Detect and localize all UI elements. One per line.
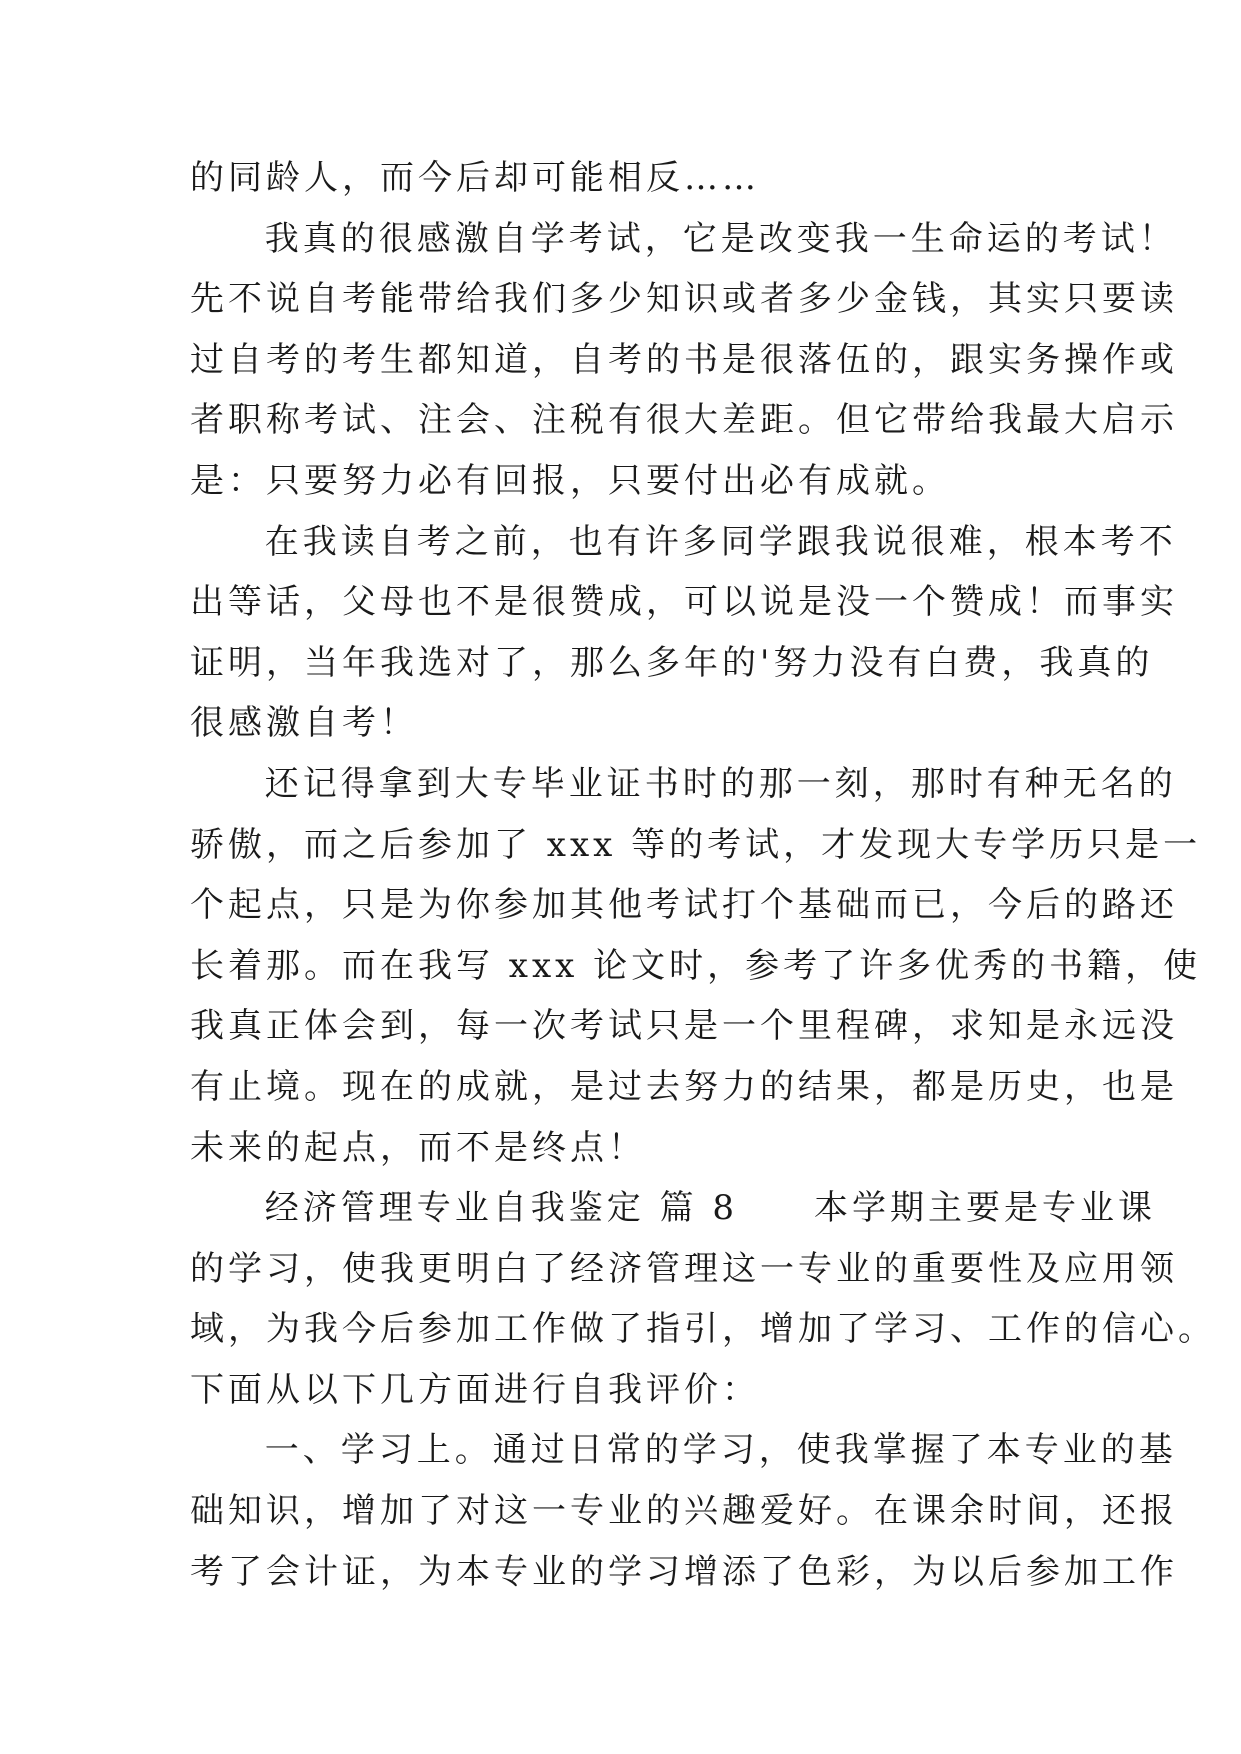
body-text — [190, 148, 1216, 1602]
text-line: 在我读自考之前，也有许多同学跟我说很难，根本考不 — [264, 521, 1177, 562]
paragraph — [190, 148, 1052, 209]
text-line: 未来的起点，而不是终点！ — [190, 1127, 646, 1168]
text-line: 经济管理专业自我鉴定 篇 8 本学期主要是专业课 — [264, 1188, 1157, 1229]
text-line: 个起点，只是为你参加其他考试打个基础而已，今后的路还 — [190, 885, 1178, 926]
text-line: 一、学习上。通过日常的学习，使我掌握了本专业的基 — [264, 1430, 1177, 1471]
text-line: 我真正体会到，每一次考试只是一个里程碑，求知是永远没 — [190, 1006, 1178, 1047]
text-line: 下面从以下几方面进行自我评价： — [190, 1369, 760, 1410]
paragraph — [190, 1420, 1178, 1602]
text-line: 的同龄人，而今后却可能相反…… — [190, 158, 760, 198]
paragraph — [190, 209, 1178, 512]
text-line: 长着那。而在我写 xxx 论文时，参考了许多优秀的书籍，使 — [190, 945, 1202, 986]
text-line: 先不说自考能带给我们多少知识或者多少金钱，其实只要读 — [190, 279, 1178, 320]
text-line: 域，为我今后参加工作做了指引，增加了学习、工作的信心。 — [190, 1309, 1216, 1350]
paragraph — [190, 512, 1178, 754]
text-line: 过自考的考生都知道，自考的书是很落伍的，跟实务操作或 — [190, 339, 1178, 380]
text-line: 出等话，父母也不是很赞成，可以说是没一个赞成！而事实 — [190, 582, 1178, 623]
text-line: 我真的很感激自学考试，它是改变我一生命运的考试！ — [264, 218, 1177, 259]
text-line: 很感激自考！ — [190, 703, 418, 744]
text-line: 还记得拿到大专毕业证书时的那一刻，那时有种无名的 — [264, 763, 1177, 804]
text-line: 有止境。现在的成就，是过去努力的结果，都是历史，也是 — [190, 1066, 1178, 1107]
text-line: 者职称考试、注会、注税有很大差距。但它带给我最大启示 — [190, 400, 1178, 441]
text-line: 的学习，使我更明白了经济管理这一专业的重要性及应用领 — [190, 1248, 1178, 1289]
text-line: 证明，当年我选对了，那么多年的'努力没有白费，我真的 — [190, 642, 1154, 683]
paragraph — [190, 1178, 1216, 1420]
text-line: 础知识，增加了对这一专业的兴趣爱好。在课余时间，还报 — [190, 1491, 1178, 1532]
text-line: 骄傲，而之后参加了 xxx 等的考试，才发现大专学历只是一 — [190, 824, 1202, 865]
text-line: 考了会计证，为本专业的学习增添了色彩，为以后参加工作 — [190, 1551, 1178, 1592]
text-line: 是：只要努力必有回报，只要付出必有成就。 — [190, 460, 950, 501]
paragraph — [190, 754, 1202, 1178]
